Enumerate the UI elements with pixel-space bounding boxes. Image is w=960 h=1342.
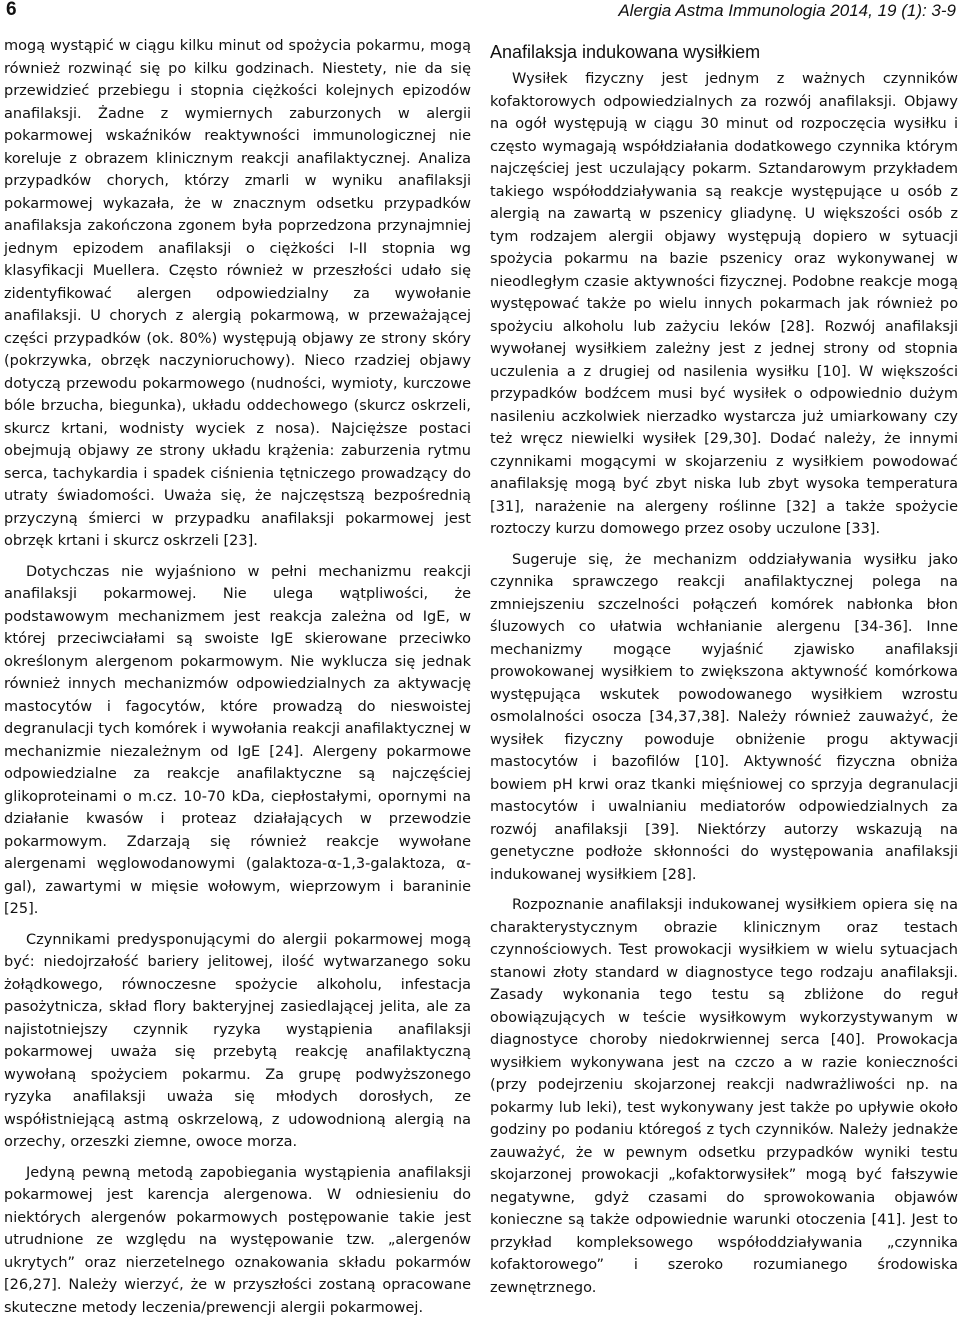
paragraph: Dotychczas nie wyjaśniono w pełni mechanizmu reakcji anafilaksji pokarmowej. Nie ulega wątpliwości, że podstawowym mechanizmem jest reakcja zależna od IgE, w której przeciwciałami są swoiste IgE skierowane przeciwko określonym alergenom pokarmowym. Nie wyklucza się jednak również innych mechanizmów odpowiedzialnych za aktywację mastocytów i fagocytów, które prowadzą do nieswoistej degranulacji tych komórek i wywołania reakcji anafilaktycznej w mechanizmie niezależnym od IgE [24]. Alergeny pokarmowe odpowiedzialne za reakcje anafilaktyczne są najczęściej glikoproteinami o m.cz. 10-70 kDa, ciepłostałymi, opornymi na działanie kwasów i proteaz działających w przewodzie pokarmowym. Zdarzają się również reakcje wywołane alergenami węglowodanowymi (galaktoza-α-1,3-galaktoza, α-gal), zawartymi w mięsie wołowym, wieprzowym i baraninie [25].: [4, 563, 471, 917]
left-column: [4, 35, 471, 1319]
paragraph: Sugeruje się, że mechanizm oddziaływania wysiłku jako czynnika sprawczego reakcji anafilaktycznej polega na zmniejszeniu szczelności połączeń komórek nabłonka błon śluzowych co ułatwia wchłanianie alergenu [34-36]. Inne mechanizmy mogące wyjaśnić zjawisko anafilaksji prowokowanej wysiłkiem to zwiększona aktywność komórkowa występująca wskutek powodowanego wysiłkiem wzrostu osmolalności osocza [34,37,38]. Należy również zauważyć, że wysiłek fizyczny powoduje obniżenie progu aktywacji mastocytów i bazofilów [10]. Aktywność fizyczna obniża bowiem pH krwi oraz tkanki mięśniowej co sprzyja degranulacji mastocytów i uwalnianiu mediatorów odpowiedzialnych za rozwój anafilaksji [39]. Niektórzy autorzy wskazują na genetyczne podłoże skłonności do występowania anafilaksji indukowanej wysiłkiem [28].: [490, 551, 958, 883]
paragraph: Wysiłek fizyczny jest jednym z ważnych czynników kofaktorowych odpowiedzialnych za rozwój anafilaksji. Objawy na ogół występują w ciągu 30 minut od rozpoczęcia wysiłku i często wymagają współdziałania dodatkowego czynnika którym najczęściej jest uczulający pokarm. Sztandarowym przykładem takiego współoddziaływania są reakcje występujące u osób z alergią na zawartą w pszenicy gliadynę. U większości osób z tym rodzajem alergii objawy występują dopiero w sytuacji spożycia pokarmu na bazie pszenicy oraz wykonywanej w nieodległym czasie aktywności fizycznej. Podobne reakcje mogą występować także po wielu innych pokarmach jak również po spożyciu alkoholu lub zażyciu leków [28]. Rozwój anafilaksji wywołanej wysiłkiem zależny jest z jednej strony od stopnia uczulenia a z drugiej od nasilenia wysiłku [10]. W większości przypadków bodźcem musi być wysiłek o odpowiednio dużym nasileniu aczkolwiek nierzadko wystarcza już umiarkowany czy też wręcz niewielki wysiłek [29,30]. Dodać należy, że innymi czynnikami mogącymi w skojarzeniu z wysiłkiem powodować anafilaksję mogą być zbyt niska lub zbyt wysoka temperatura [31], narażenie na alergeny roślinne [32] a także spożycie roztoczy kurzu domowego przez osoby uczulone [33].: [490, 71, 958, 537]
page-header: [0, 0, 960, 30]
paragraph: mogą wystąpić w ciągu kilku minut od spożycia pokarmu, mogą również rozwinąć się po kilku godzinach. Niestety, nie da się przewidzieć przebiegu i stopnia ciężkości kolejnych epizodów anafilaksji. Żadne z wymiernych zaburzonych w alergii pokarmowej wskaźników reaktywności immunologicznej nie koreluje z obrazem klinicznym reakcji anafilaktycznej. Analiza przypadków chorych, którzy zmarli w wyniku anafilaksji pokarmowej wykazała, że w znacznym odsetku przypadków anafilaksja zakończona zgonem była poprzedzona przynajmniej jednym epizodem anafilaksji o ciężkości I-II stopnia wg klasyfikacji Muellera. Często również w przeszłości udało się zidentyfikować alergen odpowiedzialny za wywołanie anafilaksji. U chorych z alergią pokarmową, w przeważającej części przypadków (ok. 80%) występują objawy ze strony skóry (pokrzywka, obrzęk naczynioruchowy). Nieco rzadziej objawy dotyczą przewodu pokarmowego (nudności, wymioty, kurczowe bóle brzucha, biegunka), układu oddechowego (skurcz oskrzeli, skurcz krtani, wodnisty wyciek z nosa). Najcięższe postaci obejmują objawy ze strony układu krążenia: zaburzenia rytmu serca, tachykardia i spadek ciśnienia tętniczego prowadzący do utraty świadomości. Uważa się, że najczęstszą bezpośrednią przyczyną śmierci w przypadku anafilaksji pokarmowej jest obrzęk krtani i skurcz oskrzeli [23].: [4, 38, 471, 549]
section-heading: Anafilaksja indukowana wysiłkiem: [490, 42, 761, 62]
paragraph: Jedyną pewną metodą zapobiegania wystąpienia anafilaksji pokarmowej jest karencja alergenowa. W odniesieniu do niektórych alergenów pokarmowych postępowanie takie jest utrudnione ze względu na występowanie tzw. „alergenów ukrytych” oraz nierzetelnego oznakowania składu pokarmów [26,27]. Należy wierzyć, że w przyszłości zostaną opracowane skuteczne metody leczenia/prewencji alergii pokarmowej.: [4, 1164, 471, 1316]
right-column: [490, 40, 958, 1299]
journal-citation: Alergia Astma Immunologia 2014, 19 (1): 3-9: [618, 1, 956, 20]
page-number: 6: [6, 0, 17, 20]
paragraph: Rozpoznanie anafilaksji indukowanej wysiłkiem opiera się na charakterystycznym obrazie klinicznym oraz testach czynnościowych. Test prowokacji wysiłkiem w wielu sytuacjach stanowi złoty standard w diagnostyce tego rodzaju anafilaksji. Zasady wykonania tego testu są zbliżone do reguł obowiązujących w teście wysiłkowym wykorzystywanym w diagnostyce choroby niedokrwiennej serca [40]. Prowokacja wysiłkiem wykonywana jest na czczo a w razie konieczności (przy podejrzeniu skojarzonej reakcji nadwrażliwości np. na pokarmy lub leki), test wykonywany jest także po upływie około godziny po podaniu któregoś z tych czynników. Należy jednakże zauważyć, że w pewnym odsetku przypadków wyniki testu skojarzonej prowokacji „kofaktorwysiłek” mogą być fałszywie negatywne, gdyż czasami do sprowokowania objawów konieczne są także odpowiednie warunki otoczenia [41]. Jest to przykład kompleksowego współoddziaływania „czynnika kofaktorowego” i szeroko rozumianego środowiska zewnętrznego.: [490, 897, 958, 1296]
paragraph: Czynnikami predysponującymi do alergii pokarmowej mogą być: niedojrzałość bariery jelitowej, ilość wytwarzanego soku żołądkowego, równoczesne spożycie alkoholu, infestacja pasożytnicza, skład flory bakteryjnej zasiedlającej jelita, ale za najistotniejszy czynnik ryzyka wystąpienia anafilaksji pokarmowej uważa się przebytą reakcję anafilaktyczną wywołaną spożyciem pokarmu. Za grupę podwyższonego ryzyka anafilaksji uważa się młodych dorosłych, ze współistniejącą astmą oskrzelową, z udowodnioną alergią na orzechy, orzeszki ziemne, owoce morza.: [4, 931, 471, 1150]
